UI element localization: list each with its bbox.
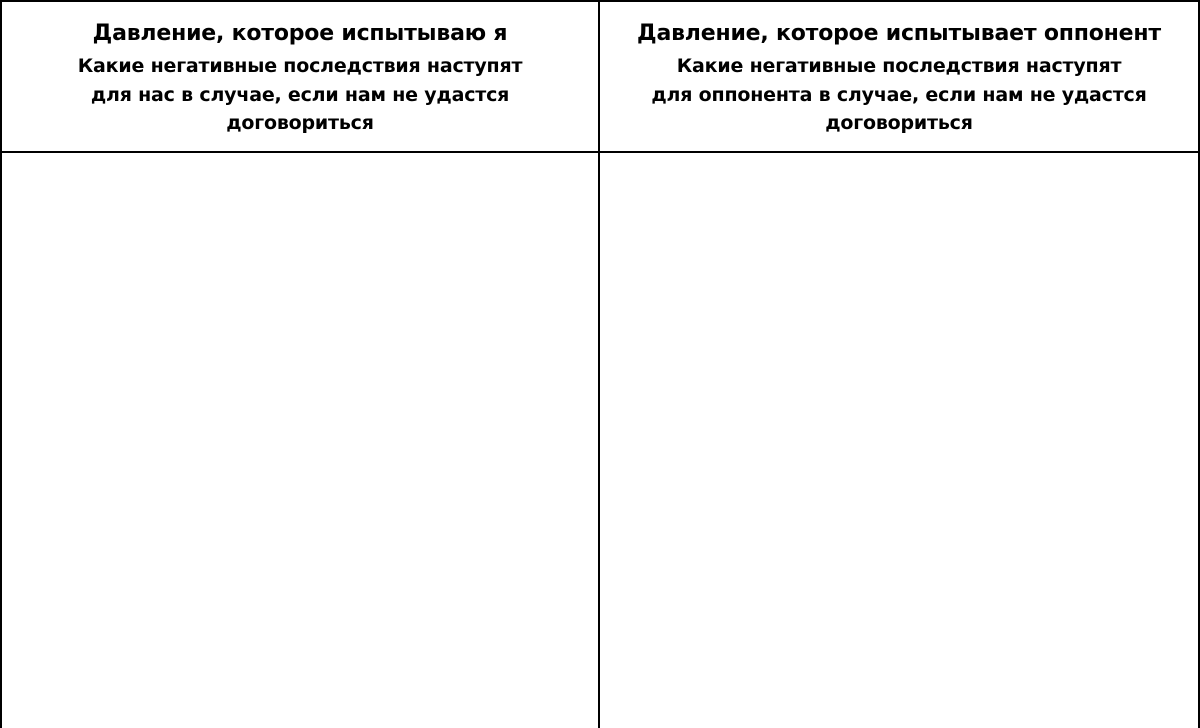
opponent-pressure-subtitle: [651, 52, 1146, 138]
my-pressure-subtitle-line: договориться: [226, 112, 374, 134]
opponent-pressure-title: Давление, которое испытывает оппонент: [637, 21, 1161, 46]
opponent-pressure-subtitle-line: для оппонента в случае, если нам не удастся: [651, 83, 1147, 106]
opponent-pressure-subtitle-line: Какие негативные последствия наступят: [676, 55, 1122, 77]
my-pressure-subtitle-line: Какие негативные последствия наступят: [77, 55, 523, 77]
opponent-pressure-entry-cell[interactable]: [600, 153, 1200, 728]
my-pressure-title: Давление, которое испытываю я: [92, 21, 508, 46]
my-pressure-header: [0, 0, 600, 153]
my-pressure-entry-cell[interactable]: [0, 153, 600, 728]
my-pressure-subtitle-line: для нас в случае, если нам не удастся: [90, 83, 510, 106]
opponent-pressure-subtitle-line: договориться: [825, 112, 973, 134]
my-pressure-subtitle: [78, 52, 523, 138]
opponent-pressure-header: [600, 0, 1200, 153]
